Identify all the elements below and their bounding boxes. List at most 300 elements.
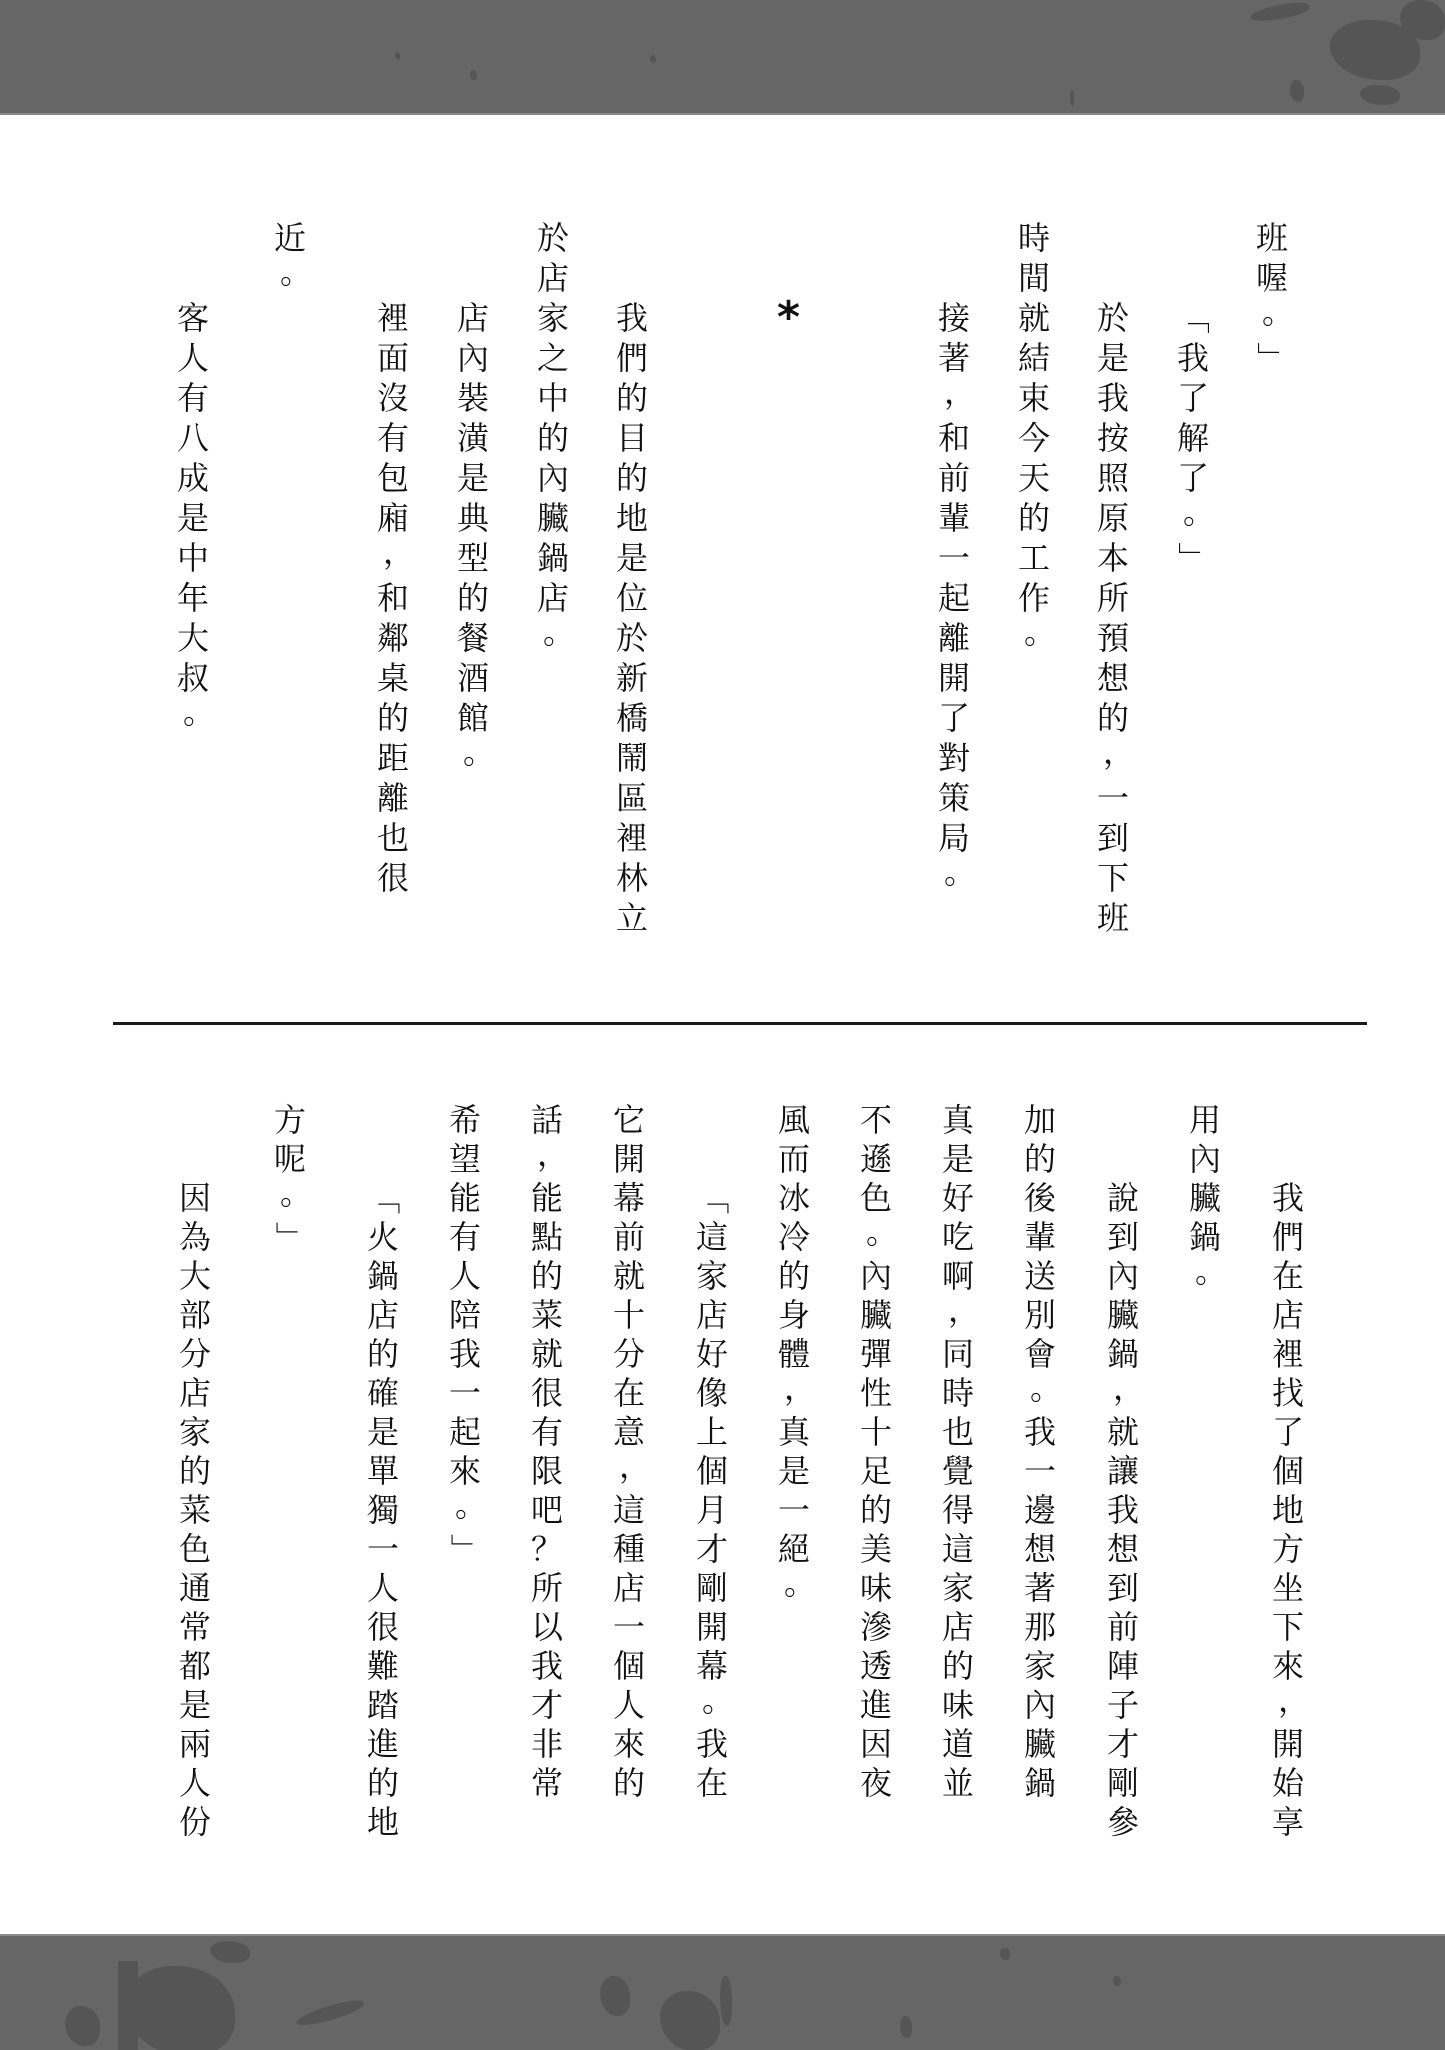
glyph: 話: [530, 1101, 563, 1139]
glyph: 到: [1106, 1218, 1139, 1256]
bottom-texture-band: [0, 1934, 1445, 2050]
glyph: 裝: [456, 379, 489, 417]
glyph: 策: [937, 779, 970, 817]
glyph: 。: [1195, 1252, 1228, 1290]
glyph: 菜: [530, 1296, 563, 1334]
glyph: 就: [1106, 1413, 1139, 1451]
glyph: 裡: [615, 819, 648, 857]
glyph: 火: [366, 1218, 399, 1256]
glyph: 和: [376, 579, 409, 617]
glyph: 因: [859, 1725, 892, 1763]
glyph: 我: [695, 1725, 728, 1763]
glyph: 是: [456, 459, 489, 497]
glyph: 了: [1271, 1413, 1304, 1451]
glyph: 店: [536, 259, 569, 297]
glyph: 面: [376, 339, 409, 377]
glyph: 透: [859, 1647, 892, 1685]
glyph: 的: [1023, 1140, 1056, 1178]
glyph: 橋: [615, 699, 648, 737]
glyph: 這: [941, 1530, 974, 1568]
glyph: 在: [612, 1374, 645, 1412]
glyph: 。: [280, 1174, 313, 1212]
glyph: 今: [1017, 419, 1050, 457]
glyph: 作: [1017, 579, 1050, 617]
glyph: 一: [1096, 779, 1129, 817]
glyph: 體: [777, 1335, 810, 1373]
glyph: 們: [615, 339, 648, 377]
glyph: 能: [448, 1179, 481, 1217]
glyph: 八: [176, 419, 209, 457]
glyph: 開: [937, 659, 970, 697]
glyph: 進: [366, 1725, 399, 1763]
glyph: 就: [612, 1257, 645, 1295]
glyph: 班: [1255, 219, 1288, 257]
glyph: 前: [1106, 1608, 1139, 1646]
glyph: 好: [695, 1335, 728, 1373]
glyph: 方: [1271, 1530, 1304, 1568]
glyph: 店: [1271, 1296, 1304, 1334]
glyph: 我: [1271, 1179, 1304, 1217]
glyph: 距: [376, 739, 409, 777]
glyph: 「: [1174, 301, 1212, 334]
glyph: ，: [1278, 1681, 1311, 1719]
glyph: 鍋: [1188, 1218, 1221, 1256]
glyph: 是: [1096, 339, 1129, 377]
glyph: 才: [695, 1530, 728, 1568]
glyph: 一: [448, 1374, 481, 1412]
glyph: ，: [619, 1447, 652, 1485]
band-blotch: [900, 2016, 912, 2038]
glyph: 人: [612, 1686, 645, 1724]
text-column: [445, 1101, 488, 1569]
glyph: 性: [859, 1374, 892, 1412]
glyph: 以: [530, 1608, 563, 1646]
glyph: 之: [536, 339, 569, 377]
text-column: [270, 1101, 313, 1257]
glyph: 坐: [1271, 1569, 1304, 1607]
section-break-asterisk: *: [777, 292, 801, 343]
glyph: 後: [1023, 1179, 1056, 1217]
glyph: 我: [1023, 1413, 1056, 1451]
panel-divider: [113, 1022, 1367, 1025]
glyph: 。: [944, 853, 977, 891]
text-column: [1173, 298, 1216, 578]
glyph: 這: [695, 1218, 728, 1256]
glyph: 難: [366, 1647, 399, 1685]
glyph: 喔: [1255, 259, 1288, 297]
glyph: 用: [1188, 1101, 1221, 1139]
text-column: [373, 298, 416, 898]
glyph: 叔: [176, 659, 209, 697]
band-blotch: [1113, 1976, 1121, 1986]
glyph: 。: [866, 1213, 899, 1251]
glyph: 我: [530, 1647, 563, 1685]
glyph: 分: [612, 1335, 645, 1373]
glyph: 家: [536, 299, 569, 337]
glyph: 桌: [376, 659, 409, 697]
glyph: 了: [1176, 379, 1209, 417]
glyph: 有: [530, 1413, 563, 1451]
glyph: 的: [615, 379, 648, 417]
glyph: 一: [777, 1491, 810, 1529]
glyph: 的: [1017, 499, 1050, 537]
glyph: 來: [1271, 1647, 1304, 1685]
glyph: 覺: [941, 1452, 974, 1490]
glyph: 工: [1017, 539, 1050, 577]
glyph: 於: [536, 219, 569, 257]
text-column: [363, 1179, 403, 1842]
glyph: 望: [448, 1140, 481, 1178]
text-column: [692, 1179, 735, 1803]
glyph: ，: [1113, 1369, 1146, 1407]
glyph: 一: [1023, 1452, 1056, 1490]
text-column: [934, 298, 977, 898]
glyph: 位: [615, 579, 648, 617]
glyph: 館: [456, 699, 489, 737]
glyph: 部: [178, 1296, 211, 1334]
glyph: 在: [1271, 1257, 1304, 1295]
text-column: [612, 298, 652, 938]
glyph: 陣: [1106, 1647, 1139, 1685]
glyph: 的: [376, 699, 409, 737]
glyph: 幕: [695, 1647, 728, 1685]
glyph: 地: [1271, 1491, 1304, 1529]
glyph: 說: [1106, 1179, 1139, 1217]
glyph: 中: [176, 539, 209, 577]
glyph: 立: [615, 899, 648, 937]
glyph: 而: [777, 1140, 810, 1178]
glyph: 美: [859, 1530, 892, 1568]
glyph: 份: [178, 1803, 211, 1841]
glyph: 足: [859, 1452, 892, 1490]
glyph: 是: [176, 499, 209, 537]
glyph: 非: [530, 1725, 563, 1763]
glyph: 得: [941, 1491, 974, 1529]
glyph: 。: [455, 1486, 488, 1524]
glyph: 店: [536, 579, 569, 617]
glyph: 是: [941, 1140, 974, 1178]
glyph: 鬧: [615, 739, 648, 777]
glyph: 店: [456, 299, 489, 337]
glyph: 。: [183, 693, 216, 731]
glyph: 人: [178, 1764, 211, 1802]
glyph: 天: [1017, 459, 1050, 497]
glyph: 地: [615, 499, 648, 537]
glyph: 個: [612, 1647, 645, 1685]
glyph: 開: [1271, 1725, 1304, 1763]
glyph: 。: [1262, 293, 1295, 331]
glyph: ，: [948, 1291, 981, 1329]
text-column: [856, 1101, 899, 1803]
glyph: 它: [612, 1101, 645, 1139]
band-blotch: [600, 1976, 630, 2016]
glyph: 我: [1096, 379, 1129, 417]
glyph: 才: [530, 1686, 563, 1724]
glyph: 。: [1183, 493, 1216, 531]
glyph: 局: [937, 819, 970, 857]
glyph: 人: [448, 1257, 481, 1295]
glyph: 班: [1096, 899, 1129, 937]
glyph: 的: [366, 1335, 399, 1373]
glyph: 。: [1030, 1369, 1063, 1407]
glyph: 想: [1023, 1530, 1056, 1568]
glyph: 我: [448, 1335, 481, 1373]
glyph: 個: [695, 1452, 728, 1490]
glyph: 很: [530, 1374, 563, 1412]
glyph: 。: [1024, 613, 1057, 651]
glyph: 冷: [777, 1218, 810, 1256]
glyph: 找: [1271, 1374, 1304, 1412]
glyph: 那: [1023, 1608, 1056, 1646]
glyph: 離: [937, 619, 970, 657]
glyph: 就: [1017, 299, 1050, 337]
glyph: 按: [1096, 419, 1129, 457]
glyph: 加: [1023, 1101, 1056, 1139]
text-column: [453, 298, 496, 778]
glyph: 像: [695, 1374, 728, 1412]
text-column: [527, 1101, 570, 1803]
glyph: 內: [1106, 1257, 1139, 1295]
glyph: 好: [941, 1179, 974, 1217]
glyph: 沒: [376, 379, 409, 417]
glyph: ，: [537, 1135, 570, 1173]
text-column: [1268, 1179, 1311, 1842]
glyph: 於: [615, 619, 648, 657]
glyph: 們: [1271, 1218, 1304, 1256]
glyph: 中: [536, 379, 569, 417]
glyph: 時: [1017, 219, 1050, 257]
glyph: 包: [376, 459, 409, 497]
glyph: 前: [612, 1218, 645, 1256]
glyph: 。: [543, 613, 576, 651]
glyph: 成: [176, 459, 209, 497]
glyph: ，: [383, 533, 416, 571]
glyph: 廂: [376, 499, 409, 537]
glyph: 能: [530, 1179, 563, 1217]
band-blotch: [210, 1941, 250, 1963]
glyph: 很: [376, 859, 409, 897]
glyph: 。: [702, 1681, 735, 1719]
glyph: 輩: [937, 499, 970, 537]
glyph: 進: [859, 1686, 892, 1724]
text-column: [1103, 1179, 1146, 1842]
glyph: 內: [1023, 1686, 1056, 1724]
glyph: 滲: [859, 1608, 892, 1646]
glyph: 臟: [1106, 1296, 1139, 1334]
glyph: 家: [1023, 1647, 1056, 1685]
glyph: 前: [937, 459, 970, 497]
glyph: 參: [1106, 1803, 1139, 1841]
glyph: 到: [1106, 1569, 1139, 1607]
glyph: 大: [178, 1257, 211, 1295]
glyph: 。: [784, 1564, 817, 1602]
glyph: 想: [1106, 1530, 1139, 1568]
glyph: 我: [1176, 339, 1209, 377]
glyph: 年: [176, 579, 209, 617]
glyph: 和: [937, 419, 970, 457]
glyph: 鍋: [1106, 1335, 1139, 1373]
glyph: ，: [1103, 733, 1136, 771]
glyph: 是: [615, 539, 648, 577]
glyph: 幕: [612, 1179, 645, 1217]
glyph: 近: [273, 219, 306, 257]
glyph: 很: [366, 1608, 399, 1646]
glyph: 餐: [456, 619, 489, 657]
glyph: 剛: [1106, 1764, 1139, 1802]
glyph: 的: [615, 459, 648, 497]
glyph: 時: [941, 1374, 974, 1412]
glyph: 」: [446, 1533, 485, 1566]
glyph: 著: [937, 339, 970, 377]
band-blotch: [65, 2006, 100, 2046]
band-blotch: [720, 1976, 732, 2026]
glyph: ，: [784, 1369, 817, 1407]
upper-text-panel: [0, 0, 1445, 1020]
glyph: 內: [1188, 1140, 1221, 1178]
glyph: 也: [941, 1413, 974, 1451]
glyph: 我: [1106, 1491, 1139, 1529]
glyph: 照: [1096, 459, 1129, 497]
glyph: 有: [176, 379, 209, 417]
lower-text-panel: [0, 1030, 1445, 1930]
glyph: 預: [1096, 619, 1129, 657]
text-column: [938, 1101, 981, 1803]
glyph: 原: [1096, 499, 1129, 537]
glyph: 店: [941, 1608, 974, 1646]
glyph: 吧: [530, 1491, 563, 1529]
glyph: 起: [448, 1413, 481, 1451]
text-column: [1252, 218, 1295, 378]
glyph: 陪: [448, 1296, 481, 1334]
glyph: 裡: [1271, 1335, 1304, 1373]
glyph: 不: [859, 1101, 892, 1139]
band-blotch: [1000, 1948, 1010, 1960]
glyph: 店: [612, 1569, 645, 1607]
glyph: 夜: [859, 1764, 892, 1802]
glyph: 的: [941, 1647, 974, 1685]
glyph: 」: [1253, 341, 1291, 374]
glyph: 的: [178, 1452, 211, 1490]
text-column: [175, 1179, 215, 1842]
text-column: [533, 218, 576, 658]
glyph: 店: [695, 1296, 728, 1334]
glyph: 鍋: [366, 1257, 399, 1295]
glyph: 讓: [1106, 1452, 1139, 1490]
glyph: 鍋: [536, 539, 569, 577]
glyph: 臟: [536, 499, 569, 537]
glyph: 起: [937, 579, 970, 617]
glyph: 間: [1017, 259, 1050, 297]
glyph: 子: [1106, 1686, 1139, 1724]
glyph: 呢: [273, 1140, 306, 1178]
glyph: 絕: [777, 1530, 810, 1568]
glyph: 下: [1271, 1608, 1304, 1646]
glyph: 希: [448, 1101, 481, 1139]
glyph: 人: [176, 339, 209, 377]
glyph: 。: [463, 733, 496, 771]
glyph: 常: [178, 1608, 211, 1646]
glyph: 裡: [376, 299, 409, 337]
glyph: 臟: [859, 1296, 892, 1334]
glyph: 邊: [1023, 1491, 1056, 1529]
glyph: 菜: [178, 1491, 211, 1529]
glyph: 分: [178, 1335, 211, 1373]
glyph: 十: [612, 1296, 645, 1334]
glyph: 道: [941, 1725, 974, 1763]
band-blotch: [295, 1996, 366, 2031]
glyph: 於: [1096, 299, 1129, 337]
glyph: 新: [615, 659, 648, 697]
glyph: 接: [937, 299, 970, 337]
glyph: 店: [178, 1374, 211, 1412]
glyph: 單: [366, 1452, 399, 1490]
glyph: 別: [1023, 1296, 1056, 1334]
glyph: 想: [1096, 659, 1129, 697]
text-column: [173, 298, 216, 738]
glyph: 享: [1271, 1803, 1304, 1841]
glyph: 地: [366, 1803, 399, 1841]
glyph: 並: [941, 1764, 974, 1802]
glyph: 了: [937, 699, 970, 737]
glyph: 方: [273, 1101, 306, 1139]
glyph: 離: [376, 779, 409, 817]
glyph: 臟: [1188, 1179, 1221, 1217]
glyph: 一: [937, 539, 970, 577]
glyph: 我: [615, 299, 648, 337]
band-blotch: [660, 1991, 720, 2050]
glyph: 真: [941, 1101, 974, 1139]
glyph: 是: [366, 1413, 399, 1451]
glyph: 型: [456, 539, 489, 577]
glyph: 吃: [941, 1218, 974, 1256]
glyph: 「: [693, 1182, 732, 1215]
glyph: 也: [376, 819, 409, 857]
glyph: 種: [612, 1530, 645, 1568]
glyph: ，: [944, 373, 977, 411]
glyph: 區: [615, 779, 648, 817]
glyph: 色: [178, 1530, 211, 1568]
text-column: [609, 1101, 652, 1803]
glyph: 林: [615, 859, 648, 897]
glyph: 才: [1106, 1725, 1139, 1763]
glyph: 家: [178, 1413, 211, 1451]
glyph: 十: [859, 1413, 892, 1451]
glyph: 典: [456, 499, 489, 537]
glyph: ？: [530, 1530, 563, 1568]
glyph: 在: [695, 1764, 728, 1802]
glyph: 同: [941, 1335, 974, 1373]
glyph: 常: [530, 1764, 563, 1802]
glyph: 所: [1096, 579, 1129, 617]
glyph: 酒: [456, 659, 489, 697]
glyph: 家: [695, 1257, 728, 1295]
glyph: 店: [366, 1296, 399, 1334]
glyph: 點: [530, 1218, 563, 1256]
glyph: 兩: [178, 1725, 211, 1763]
glyph: 彈: [859, 1335, 892, 1373]
glyph: 鄰: [376, 619, 409, 657]
glyph: 臟: [1023, 1725, 1056, 1763]
glyph: 大: [176, 619, 209, 657]
text-column: [1185, 1101, 1228, 1296]
glyph: 通: [178, 1569, 211, 1607]
glyph: 味: [859, 1569, 892, 1607]
glyph: 一: [612, 1608, 645, 1646]
glyph: 結: [1017, 339, 1050, 377]
text-column: [1093, 298, 1136, 938]
glyph: 下: [1096, 859, 1129, 897]
glyph: 著: [1023, 1569, 1056, 1607]
